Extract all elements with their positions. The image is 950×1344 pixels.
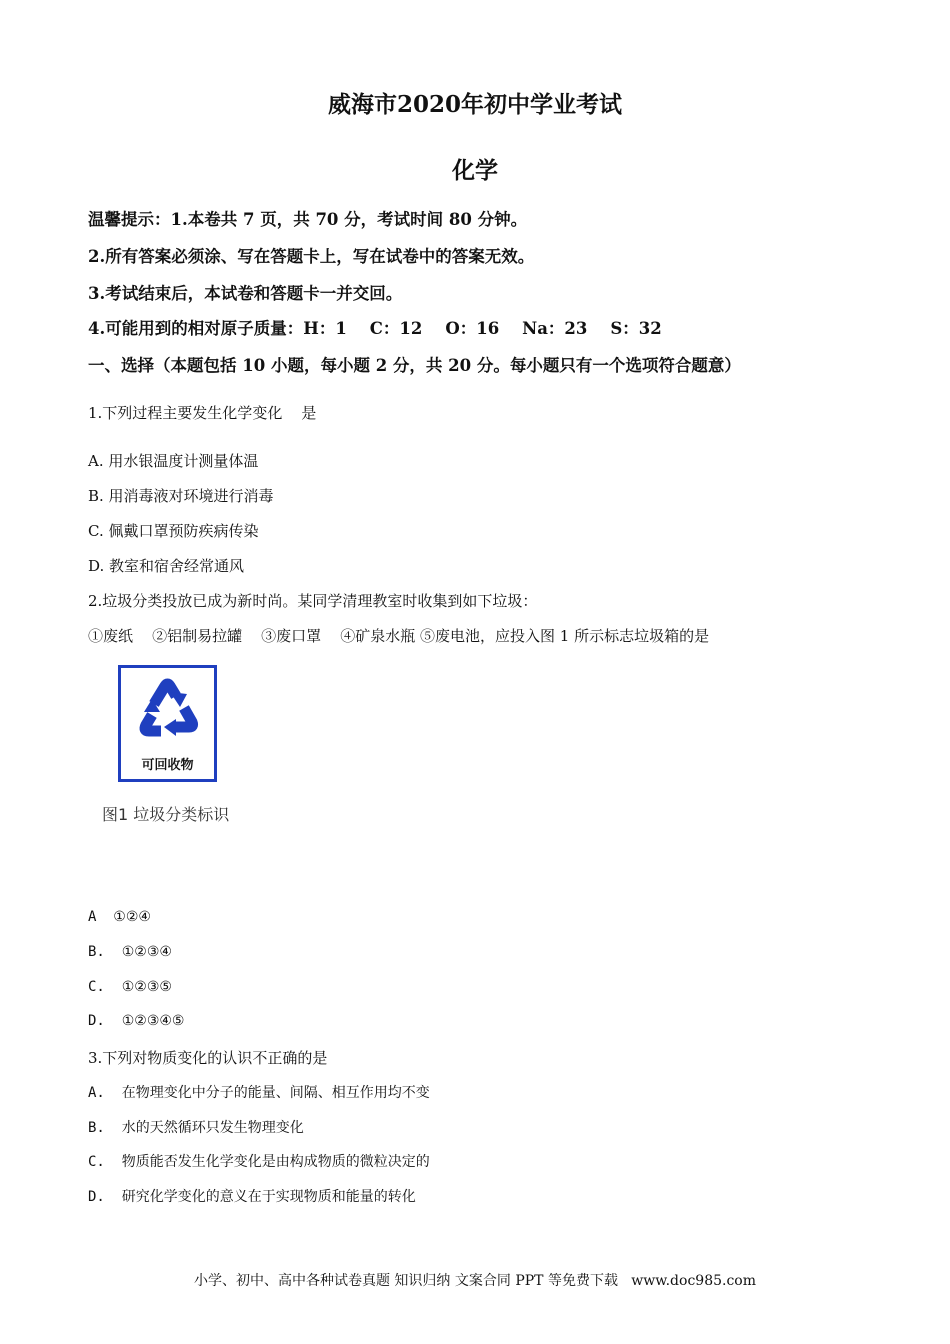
q2-option-d: D. ①②③④⑤ [88,1013,185,1029]
note-4: 4.可能用到的相对原子质量：H：1 C：12 O：16 Na：23 S：32 [88,319,662,338]
q3-option-c: C. 物质能否发生化学变化是由构成物质的微粒决定的 [88,1154,430,1170]
figure-caption: 图1 垃圾分类标识 [102,805,230,824]
page-footer: 小学、初中、高中各种试卷真题 知识归纳 文案合同 PPT 等免费下载 www.doc985.com [193,1273,756,1289]
q1-option-a: A. 用水银温度计测量体温 [88,452,259,470]
q2-option-b: B. ①②③④ [88,944,172,960]
q2-option-c: C. ①②③⑤ [88,979,172,995]
note-2: 2.所有答案必须涂、写在答题卡上，写在试卷中的答案无效。 [88,247,535,266]
note-3: 3.考试结束后，本试卷和答题卡一并交回。 [88,284,403,303]
q1-option-c: C. 佩戴口罩预防疾病传染 [88,522,259,540]
q1-stem: 1.下列过程主要发生化学变化 是 [88,404,317,422]
logo-label: 可回收物 [141,758,194,773]
q1-option-d: D. 教室和宿舍经常通风 [88,557,245,575]
q2-stem: 2.垃圾分类投放已成为新时尚。某同学清理教室时收集到如下垃圾： [88,592,538,610]
q3-option-d: D. 研究化学变化的意义在于实现物质和能量的转化 [88,1189,416,1205]
recycling-logo [118,665,217,782]
subject-title: 化学 [452,157,498,184]
note-1: 温馨提示：1.本卷共 7 页，共 70 分，考试时间 80 分钟。 [88,210,528,229]
recycle-icon [121,670,214,755]
q2-option-a: A ①②④ [88,909,151,925]
q3-stem: 3.下列对物质变化的认识不正确的是 [88,1049,328,1067]
q1-option-b: B. 用消毒液对环境进行消毒 [88,487,274,505]
q3-option-a: A. 在物理变化中分子的能量、间隔、相互作用均不变 [88,1085,430,1101]
exam-title: 威海市2020年初中学业考试 [327,91,622,118]
q2-items: ①废纸 ②铝制易拉罐 ③废口罩 ④矿泉水瓶 ⑤废电池，应投入图 1 所示标志垃圾箱的是 [88,627,710,645]
q3-option-b: B. 水的天然循环只发生物理变化 [88,1120,304,1136]
section-heading: 一、选择（本题包括 10 小题，每小题 2 分，共 20 分。每小题只有一个选项符合题意） [88,356,741,375]
